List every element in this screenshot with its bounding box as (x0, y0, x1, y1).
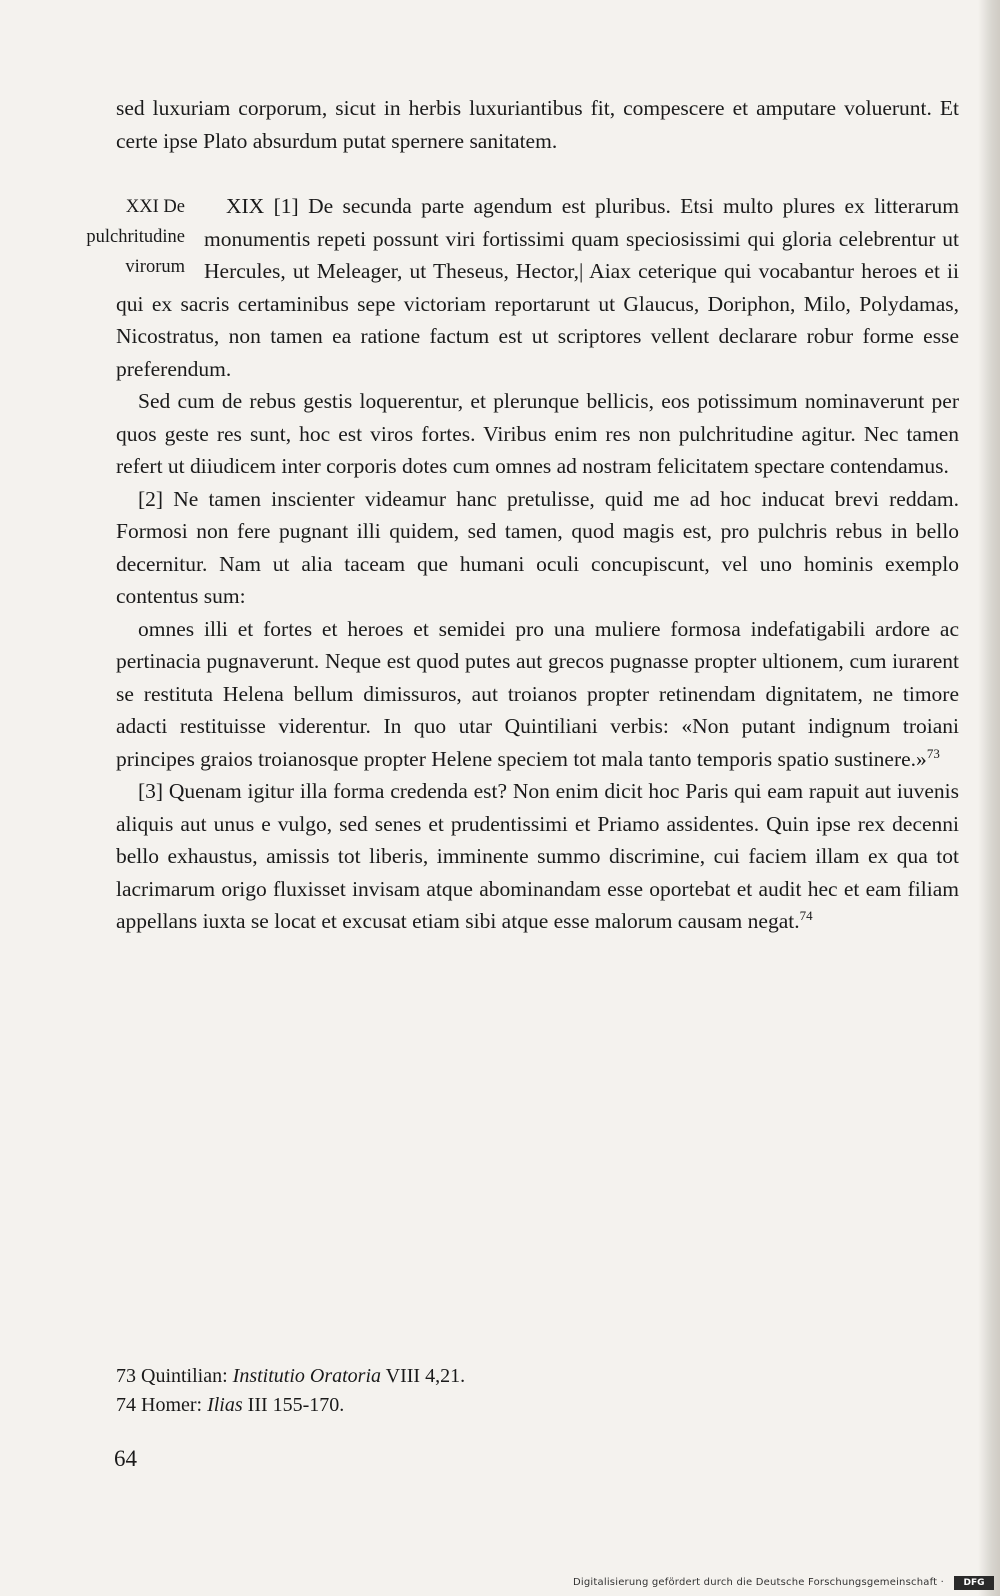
footnote-author: Homer: (141, 1394, 203, 1416)
page-edge-shadow (978, 0, 1000, 1596)
digitization-credit: Digitalisierung gefördert durch die Deutsche Forschungsgemeinschaft · (573, 1577, 944, 1588)
chapter-paragraph-1-text: [1] De secunda parte agendum est pluribus. Etsi multo plures ex litterarum monumentis repeti possunt viri fortissimi quam speciosissimi qui gloria celebrentur ut Hercules, ut Meleager, ut Theseus, Hector,| Aiax ceterique qui vocabantur heroes et ii qui ex sacris certaminibus sepe victoriam reportarunt ut Glaucus, Doriphon, Milo, Polydamas, Nicostratus, non tamen ea ratione factum est ut scriptores vellent declarare robur forme esse preferendum. (116, 194, 959, 381)
footnote-ref: VIII 4,21. (385, 1365, 466, 1387)
footnote-73 (116, 1362, 816, 1391)
footnote-ref-74[interactable]: 74 (799, 907, 813, 923)
page-number: 64 (114, 1446, 137, 1471)
footnote-number: 73 (116, 1365, 136, 1387)
footnote-ref: III 155-170. (247, 1394, 345, 1416)
chapter-paragraph-1 (116, 190, 959, 385)
footnote-author: Quintilian: (141, 1365, 228, 1387)
margin-note-line: XXI De (125, 197, 185, 217)
chapter-numeral: XIX (226, 194, 265, 218)
footnote-work: Ilias (207, 1394, 243, 1416)
margin-note-line: virorum (125, 257, 185, 277)
footnotes (116, 1362, 816, 1420)
top-paragraph: sed luxuriam corporum, sicut in herbis luxuriantibus fit, compescere et amputare voluerunt. Et certe ipse Plato absurdum putat spernere sanitatem. (116, 96, 959, 153)
chapter-paragraph-2: Sed cum de rebus gestis loquerentur, et plerunque bellicis, eos potissimum nominaverunt per quos geste res sunt, hoc est viros fortes. Viribus enim res non pulchritudine agitur. Nec tamen refert ut diiudicem inter corporis dotes cum omnes ad nostram felicitatem spectare contendamus. (116, 389, 959, 478)
chapter-body (116, 190, 959, 938)
chapter-paragraph-3: [2] Ne tamen inscienter videamur hanc pretulisse, quid me ad hoc inducat brevi reddam. Formosi non fere pugnant illi quidem, sed tamen, quod magis est, pro pulchris rebus in bello decernitur. Nam ut alia taceam que humani oculi concupiscunt, vel uno hominis exemplo contentus sum: (116, 486, 959, 608)
top-paragraph-block (116, 92, 959, 157)
dfg-logo: DFG (954, 1576, 994, 1590)
margin-note-line: pulchritudine (86, 227, 185, 247)
chapter-paragraph-4 (116, 613, 959, 776)
footnote-74 (116, 1391, 816, 1420)
chapter-paragraph-5-text: [3] Quenam igitur illa forma credenda est? Non enim dicit hoc Paris qui eam rapuit aut iuvenis aliquis aut unus e vulgo, sed senes et prudentissimi et Priamo assidentes. Quin ipse rex decenni bello exhaustus, amissis tot liberis, imminente summo discrimine, cui faciem illam ex qua tot lacrimarum origo fluxisset invisam atque abominandam esse oportebat et audit hec et eam filiam appellans iuxta se locat et excusat etiam sibi atque esse malorum causam negat. (116, 779, 959, 933)
chapter-paragraph-4-text: omnes illi et fortes et heroes et semidei pro una muliere formosa indefatigabili ardore ac pertinacia pugnaverunt. Neque est quod putes aut grecos pugnasse propter ultionem, cum iurarent se restituta Helena bellum dimissuros, aut troianos propter retinendam dignitatem, ne timore adacti restituisse viderentur. In quo utar Quintiliani verbis: «Non putant indignum troiani principes graios troianosque propter Helene speciem tot mala tanto temporis spatio sustinere.» (116, 616, 959, 771)
footnote-ref-73[interactable]: 73 (926, 745, 940, 761)
footnote-number: 74 (116, 1394, 136, 1416)
chapter-paragraph-5 (116, 775, 959, 938)
footnote-work: Institutio Oratoria (232, 1365, 382, 1387)
